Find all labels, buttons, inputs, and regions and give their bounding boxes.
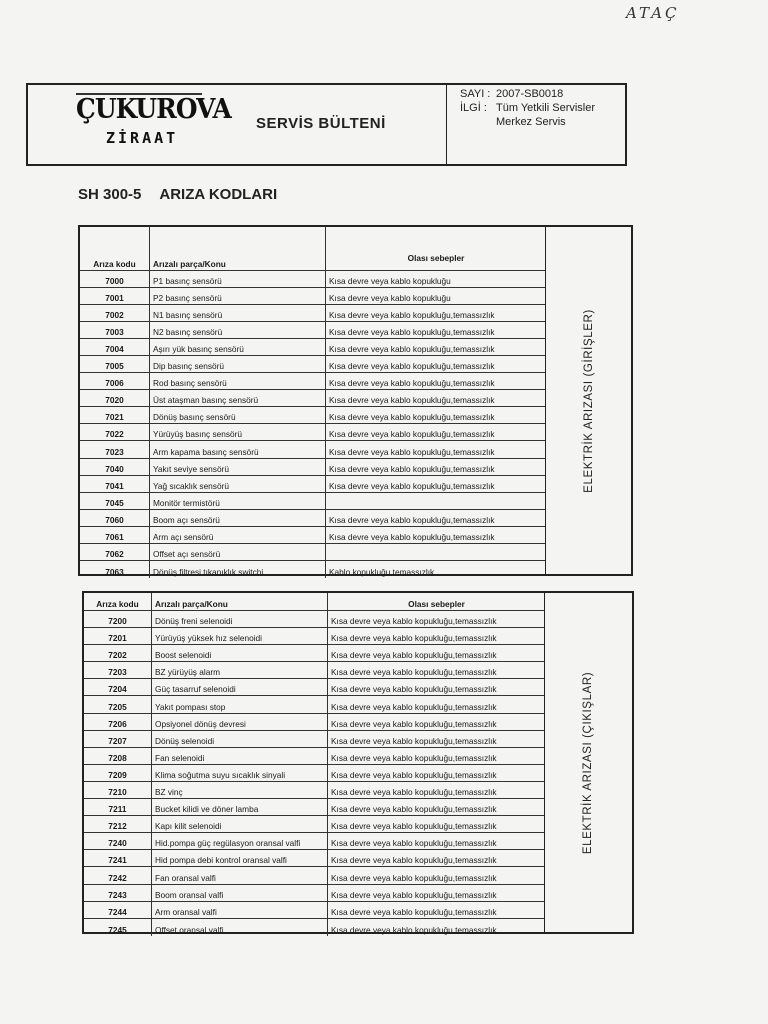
table-row <box>80 356 546 373</box>
table-row <box>80 407 546 424</box>
fault-part-cell: Arm açı sensörü <box>150 527 326 543</box>
table-row <box>80 322 546 339</box>
table-row <box>84 748 545 765</box>
outputs-fault-table <box>82 591 634 934</box>
fault-cause-cell: Kısa devre veya kablo kopukluğu,temassızlık <box>331 889 497 900</box>
fault-cause-cell: Kısa devre veya kablo kopukluğu,temassızlık <box>329 531 495 542</box>
fault-cause-cell: Kısa devre veya kablo kopukluğu,temassızlık <box>331 804 497 815</box>
fault-cause-cell: Kısa devre veya kablo kopukluğu,temassızlık <box>331 838 497 849</box>
fault-cause-cell <box>326 544 546 560</box>
table-row <box>80 510 546 527</box>
outputs-side-label: ELEKTRİK ARIZASI (ÇIKIŞLAR) <box>582 671 595 854</box>
fault-part-cell: Dönüş basınç sensörü <box>150 407 326 423</box>
table-row <box>80 271 546 288</box>
table-row <box>84 662 545 679</box>
fault-part-cell: N2 basınç sensörü <box>150 322 326 338</box>
fault-part-cell: Dönüş freni selenoidi <box>152 611 328 627</box>
fault-part-cell: BZ vinç <box>152 782 328 798</box>
fault-code-cell: 7244 <box>84 902 152 918</box>
fault-cause-cell: Kısa devre veya kablo kopukluğu,temassızlık <box>331 684 497 695</box>
fault-code-cell: 7209 <box>84 765 152 781</box>
table-row <box>84 902 545 919</box>
fault-part-cell: Boom oransal valfi <box>152 885 328 901</box>
fault-part-cell: Güç tasarruf selenoidi <box>152 679 328 695</box>
fault-cause-cell: Kısa devre veya kablo kopukluğu,temassızlık <box>331 769 497 780</box>
header-part: Arızalı parça/Konu <box>152 593 328 610</box>
fault-code-cell: 7041 <box>80 476 150 492</box>
table-row <box>84 833 545 850</box>
table-header-row <box>80 227 546 271</box>
table-row <box>84 765 545 782</box>
fault-cause-cell: Kısa devre veya kablo kopukluğu,temassızlık <box>329 327 495 338</box>
table-row <box>84 731 545 748</box>
fault-part-cell: Yürüyüş yüksek hız selenoidi <box>152 628 328 644</box>
fault-part-cell: Dip basınç sensörü <box>150 356 326 372</box>
fault-part-cell: Arm kapama basınç sensörü <box>150 441 326 457</box>
fault-code-cell: 7000 <box>80 271 150 287</box>
table-row <box>80 424 546 441</box>
fault-code-cell: 7006 <box>80 373 150 389</box>
table-row <box>80 493 546 510</box>
fault-code-cell: 7045 <box>80 493 150 509</box>
reference-block <box>460 87 595 129</box>
fault-code-cell: 7202 <box>84 645 152 661</box>
fault-part-cell: Üst ataşman basınç sensörü <box>150 390 326 406</box>
fault-part-cell: Dönüş selenoidi <box>152 731 328 747</box>
fault-part-cell: Aşırı yük basınç sensörü <box>150 339 326 355</box>
table-row <box>80 339 546 356</box>
table-row <box>80 527 546 544</box>
fault-part-cell: Kapı kilit selenoidi <box>152 816 328 832</box>
fault-code-cell: 7061 <box>80 527 150 543</box>
header-divider <box>446 85 447 164</box>
table-row <box>84 645 545 662</box>
fault-part-cell: Yakıt pompası stop <box>152 696 328 712</box>
fault-part-cell: Offset oransal valfi <box>152 919 328 936</box>
header-code: Arıza kodu <box>80 227 150 270</box>
fault-cause-cell: Kısa devre veya kablo kopukluğu,temassızlık <box>331 633 497 644</box>
ref-ilgi-label: İLGİ : <box>460 102 487 114</box>
table-row <box>84 867 545 884</box>
fault-code-cell: 7201 <box>84 628 152 644</box>
inputs-table-grid <box>80 227 546 577</box>
fault-code-cell: 7203 <box>84 662 152 678</box>
ref-sayi-value: 2007-SB0018 <box>496 88 564 100</box>
fault-code-cell: 7211 <box>84 799 152 815</box>
table-row <box>84 782 545 799</box>
table-header-row <box>84 593 545 611</box>
table-row <box>80 441 546 458</box>
table-row <box>84 628 545 645</box>
fault-part-cell: Hid.pompa güç regülasyon oransal valfi <box>152 833 328 849</box>
fault-code-cell: 7241 <box>84 850 152 866</box>
fault-cause-cell: Kısa devre veya kablo kopukluğu,temassızlık <box>331 787 497 798</box>
fault-cause-cell: Kısa devre veya kablo kopukluğu,temassızlık <box>329 361 495 372</box>
fault-code-cell: 7063 <box>80 561 150 578</box>
fault-code-cell: 7060 <box>80 510 150 526</box>
fault-cause-cell: Kısa devre veya kablo kopukluğu,temassızlık <box>329 514 495 525</box>
inputs-side-label: ELEKTRİK ARIZASI (GİRİŞLER) <box>582 308 595 493</box>
fault-code-cell: 7208 <box>84 748 152 764</box>
fault-code-cell: 7243 <box>84 885 152 901</box>
fault-code-cell: 7200 <box>84 611 152 627</box>
fault-cause-cell: Kısa devre veya kablo kopukluğu,temassızlık <box>329 446 495 457</box>
fault-cause-cell: Kısa devre veya kablo kopukluğu,temassızlık <box>331 616 497 627</box>
fault-cause-cell: Kısa devre veya kablo kopukluğu,temassızlık <box>331 735 497 746</box>
fault-cause-cell: Kısa devre veya kablo kopukluğu,temassızlık <box>331 752 497 763</box>
fault-part-cell: P2 basınç sensörü <box>150 288 326 304</box>
fault-part-cell: Yürüyüş basınç sensörü <box>150 424 326 440</box>
table-row <box>80 459 546 476</box>
fault-code-cell: 7242 <box>84 867 152 883</box>
table-row <box>84 696 545 713</box>
table-row <box>84 714 545 731</box>
fault-cause-cell: Kısa devre veya kablo kopukluğu,temassızlık <box>329 463 495 474</box>
handwritten-note: ATAÇ <box>626 4 680 22</box>
fault-cause-cell: Kısa devre veya kablo kopukluğu,temassızlık <box>329 378 495 389</box>
table-row <box>80 476 546 493</box>
fault-code-cell: 7062 <box>80 544 150 560</box>
fault-part-cell: Fan selenoidi <box>152 748 328 764</box>
fault-part-cell: Rod basınç sensörü <box>150 373 326 389</box>
table-row <box>80 288 546 305</box>
fault-part-cell: Hid pompa debi kontrol oransal valfi <box>152 850 328 866</box>
fault-cause-cell: Kısa devre veya kablo kopukluğu,temassızlık <box>331 821 497 832</box>
table-row <box>84 799 545 816</box>
header-code: Arıza kodu <box>84 593 152 610</box>
fault-code-cell: 7005 <box>80 356 150 372</box>
outputs-side-label-column <box>544 593 632 932</box>
header-cause: Olası sebepler <box>407 253 465 263</box>
fault-cause-cell: Kısa devre veya kablo kopukluğu,temassızlık <box>331 667 497 678</box>
fault-code-cell: 7020 <box>80 390 150 406</box>
fault-cause-cell: Kısa devre veya kablo kopukluğu <box>329 276 451 287</box>
ref-ilgi-value: Tüm Yetkili Servisler <box>496 102 596 114</box>
fault-part-cell: Klima soğutma suyu sıcaklık sinyali <box>152 765 328 781</box>
fault-cause-cell: Kablo kopukluğu,temassızlık <box>329 566 435 577</box>
fault-cause-cell: Kısa devre veya kablo kopukluğu,temassızlık <box>331 872 497 883</box>
fault-cause-cell: Kısa devre veya kablo kopukluğu,temassızlık <box>329 412 495 423</box>
table-row <box>84 611 545 628</box>
fault-cause-cell: Kısa devre veya kablo kopukluğu,temassızlık <box>329 344 495 355</box>
logo-subtitle: ZİRAAT <box>106 129 179 147</box>
fault-part-cell: Yağ sıcaklık sensörü <box>150 476 326 492</box>
fault-cause-cell: Kısa devre veya kablo kopukluğu,temassızlık <box>329 310 495 321</box>
fault-part-cell: Boost selenoidi <box>152 645 328 661</box>
ref-ilgi-value-2: Merkez Servis <box>496 116 566 128</box>
fault-code-cell: 7021 <box>80 407 150 423</box>
model-name: SH 300-5 <box>78 186 142 203</box>
fault-part-cell: Boom açı sensörü <box>150 510 326 526</box>
fault-cause-cell: Kısa devre veya kablo kopukluğu,temassızlık <box>331 650 497 661</box>
table-row <box>84 850 545 867</box>
table-row <box>80 373 546 390</box>
fault-part-cell: Dönüş filtresi tıkanıklık switchi <box>150 561 326 578</box>
table-row <box>84 919 545 936</box>
fault-part-cell: Arm oransal valfi <box>152 902 328 918</box>
fault-part-cell: P1 basınç sensörü <box>150 271 326 287</box>
fault-cause-cell: Kısa devre veya kablo kopukluğu,temassızlık <box>331 924 497 935</box>
fault-cause-cell: Kısa devre veya kablo kopukluğu <box>329 293 451 304</box>
fault-cause-cell: Kısa devre veya kablo kopukluğu,temassızlık <box>331 855 497 866</box>
fault-code-cell: 7212 <box>84 816 152 832</box>
table-row <box>84 679 545 696</box>
fault-cause-cell: Kısa devre veya kablo kopukluğu,temassızlık <box>329 429 495 440</box>
table-row <box>80 305 546 322</box>
fault-code-cell: 7210 <box>84 782 152 798</box>
fault-code-cell: 7004 <box>80 339 150 355</box>
fault-part-cell: Fan oransal valfi <box>152 867 328 883</box>
fault-part-cell: Offset açı sensörü <box>150 544 326 560</box>
page-title <box>78 186 277 203</box>
bulletin-title: SERVİS BÜLTENİ <box>256 115 386 132</box>
fault-code-cell: 7206 <box>84 714 152 730</box>
fault-part-cell: Bucket kilidi ve döner lamba <box>152 799 328 815</box>
fault-code-cell: 7023 <box>80 441 150 457</box>
fault-cause-cell <box>326 493 546 509</box>
fault-code-cell: 7001 <box>80 288 150 304</box>
table-row <box>80 544 546 561</box>
fault-cause-cell: Kısa devre veya kablo kopukluğu,temassızlık <box>331 718 497 729</box>
bulletin-header <box>26 83 627 166</box>
outputs-table-grid <box>84 593 545 935</box>
fault-part-cell: Opsiyonel dönüş devresi <box>152 714 328 730</box>
fault-code-cell: 7207 <box>84 731 152 747</box>
fault-code-cell: 7002 <box>80 305 150 321</box>
title-subject: ARIZA KODLARI <box>159 186 278 203</box>
table-row <box>80 561 546 578</box>
fault-cause-cell: Kısa devre veya kablo kopukluğu,temassızlık <box>331 906 497 917</box>
fault-part-cell: N1 basınç sensörü <box>150 305 326 321</box>
fault-code-cell: 7204 <box>84 679 152 695</box>
logo-wordmark: ÇUKUROVA <box>76 94 231 125</box>
header-cause: Olası sebepler <box>408 599 465 609</box>
ref-sayi-label: SAYI : <box>460 88 491 100</box>
fault-part-cell: BZ yürüyüş alarm <box>152 662 328 678</box>
table-row <box>84 885 545 902</box>
table-row <box>80 390 546 407</box>
fault-code-cell: 7040 <box>80 459 150 475</box>
inputs-fault-table <box>78 225 633 576</box>
header-part: Arızalı parça/Konu <box>150 227 326 270</box>
fault-cause-cell: Kısa devre veya kablo kopukluğu,temassızlık <box>329 395 495 406</box>
fault-part-cell: Monitör termistörü <box>150 493 326 509</box>
fault-cause-cell: Kısa devre veya kablo kopukluğu,temassızlık <box>331 701 497 712</box>
fault-code-cell: 7022 <box>80 424 150 440</box>
inputs-side-label-column <box>545 227 631 574</box>
fault-code-cell: 7003 <box>80 322 150 338</box>
table-row <box>84 816 545 833</box>
fault-part-cell: Yakıt seviye sensörü <box>150 459 326 475</box>
fault-code-cell: 7245 <box>84 919 152 936</box>
fault-cause-cell: Kısa devre veya kablo kopukluğu,temassızlık <box>329 480 495 491</box>
fault-code-cell: 7205 <box>84 696 152 712</box>
fault-code-cell: 7240 <box>84 833 152 849</box>
